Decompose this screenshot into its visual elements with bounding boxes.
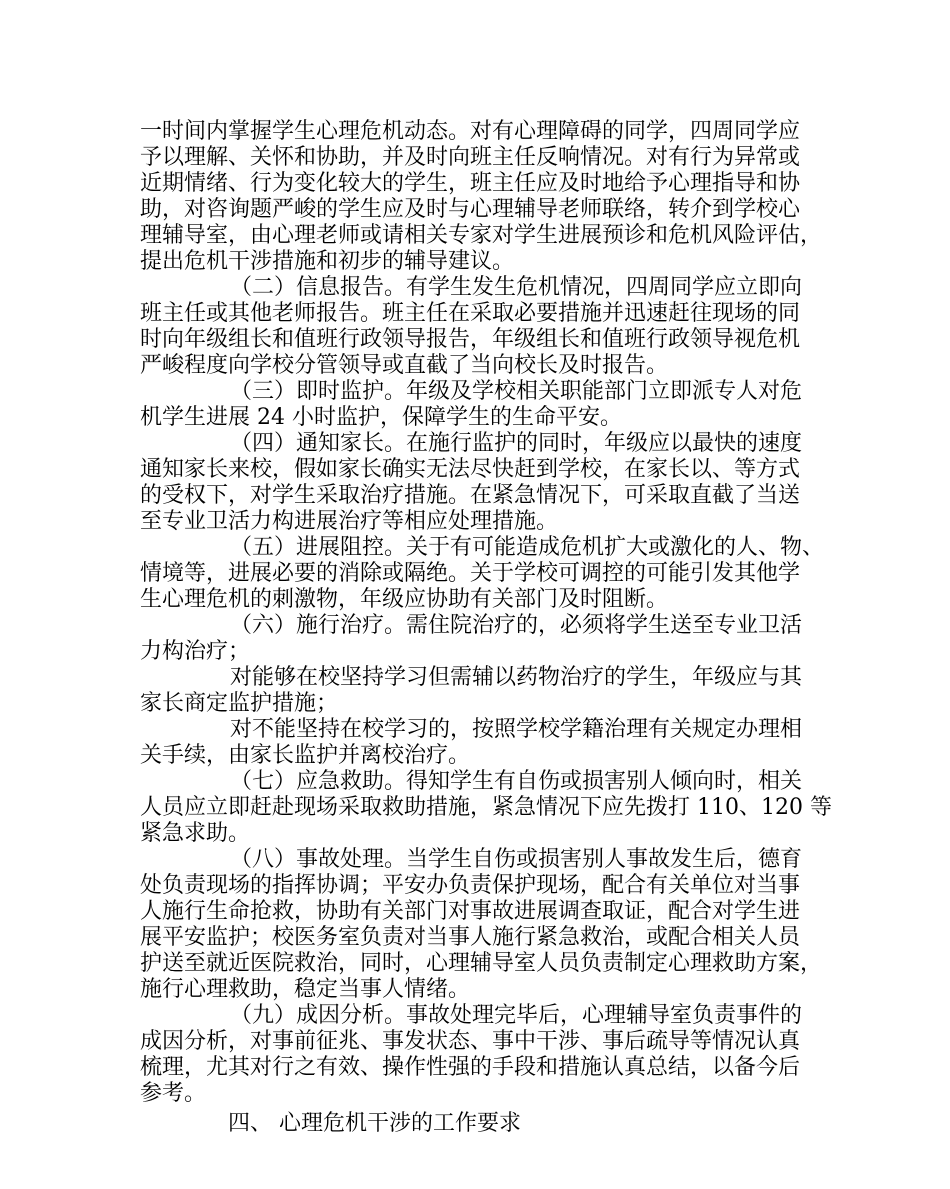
text-line: 展平安监护；校医务室负责对当事人施行紧急救治，或配合相关人员 [140,925,801,950]
text-line: 对不能坚持在校学习的，按照学校学籍治理有关规定办理相 [230,717,803,742]
text-line: 处负责现场的指挥协调；平安办负责保护现场，配合有关单位对当事 [140,873,801,898]
text-line: （四）通知家长。在施行监护的同时，年级应以最快的速度 [230,431,803,456]
text-line: 至专业卫活力构进展治疗等相应处理措施。 [140,509,559,534]
text-line: 通知家长来校，假如家长确实无法尽快赶到学校，在家长以、等方式 [140,457,801,482]
text-line: 机学生进展 24 小时监护，保障学生的生命平安。 [140,405,622,430]
text-line: （七）应急救助。得知学生有自伤或损害别人倾向时，相关 [230,769,803,794]
text-line: 近期情绪、行为变化较大的学生，班主任应及时地给予心理指导和协 [140,171,801,196]
text-line: 护送至就近医院救治，同时，心理辅导室人员负责制定心理救助方案， [140,951,823,976]
text-line: （二）信息报告。有学生发生危机情况，四周同学应立即向 [230,275,803,300]
text-line: 家长商定监护措施； [140,691,339,716]
text-line: （八）事故处理。当学生自伤或损害别人事故发生后，德育 [230,847,803,872]
text-line: 理辅导室，由心理老师或请相关专家对学生进展预诊和危机风险评估， [140,223,823,248]
text-line: 助，对咨询题严峻的学生应及时与心理辅导老师联络，转介到学校心 [140,197,801,222]
text-line: 一时间内掌握学生心理危机动态。对有心理障碍的同学，四周同学应 [140,119,801,144]
text-line: 关手续，由家长监护并离校治疗。 [140,743,471,768]
text-line: 予以理解、关怀和协助，并及时向班主任反响情况。对有行为异常或 [140,145,801,170]
text-line: 对能够在校坚持学习但需辅以药物治疗的学生，年级应与其 [230,665,803,690]
section-heading: 四、 心理危机干涉的工作要求 [228,1111,521,1136]
text-line: （六）施行治疗。需住院治疗的，必须将学生送至专业卫活 [230,613,803,638]
text-line: 施行心理救助，稳定当事人情绪。 [140,977,471,1002]
text-line: 的受权下，对学生采取治疗措施。在紧急情况下，可采取直截了当送 [140,483,801,508]
text-line: 力构治疗； [140,639,251,664]
text-line: 时向年级组长和值班行政领导报告，年级组长和值班行政领导视危机 [140,327,801,352]
text-line: 人员应立即赶赴现场采取救助措施，紧急情况下应先拨打 110、120 等 [140,795,832,820]
text-line: 班主任或其他老师报告。班主任在采取必要措施并迅速赶往现场的同 [140,301,801,326]
text-line: （五）进展阻控。关于有可能造成危机扩大或激化的人、物、 [230,535,825,560]
text-line: 成因分析，对事前征兆、事发状态、事中干涉、事后疏导等情况认真 [140,1029,801,1054]
text-line: （三）即时监护。年级及学校相关职能部门立即派专人对危 [230,379,803,404]
text-line: 生心理危机的刺激物，年级应协助有关部门及时阻断。 [140,587,669,612]
text-line: 梳理，尤其对行之有效、操作性强的手段和措施认真总结，以备今后 [140,1055,801,1080]
text-line: 提出危机干涉措施和初步的辅导建议。 [140,249,515,274]
text-line: 参考。 [140,1081,207,1106]
text-line: 人施行生命抢救，协助有关部门对事故进展调查取证，配合对学生进 [140,899,801,924]
text-line: 严峻程度向学校分管领导或直截了当向校长及时报告。 [140,353,669,378]
text-line: （九）成因分析。事故处理完毕后，心理辅导室负责事件的 [230,1003,803,1028]
text-line: 情境等，进展必要的消除或隔绝。关于学校可调控的可能引发其他学 [140,561,801,586]
text-line: 紧急求助。 [140,821,251,846]
